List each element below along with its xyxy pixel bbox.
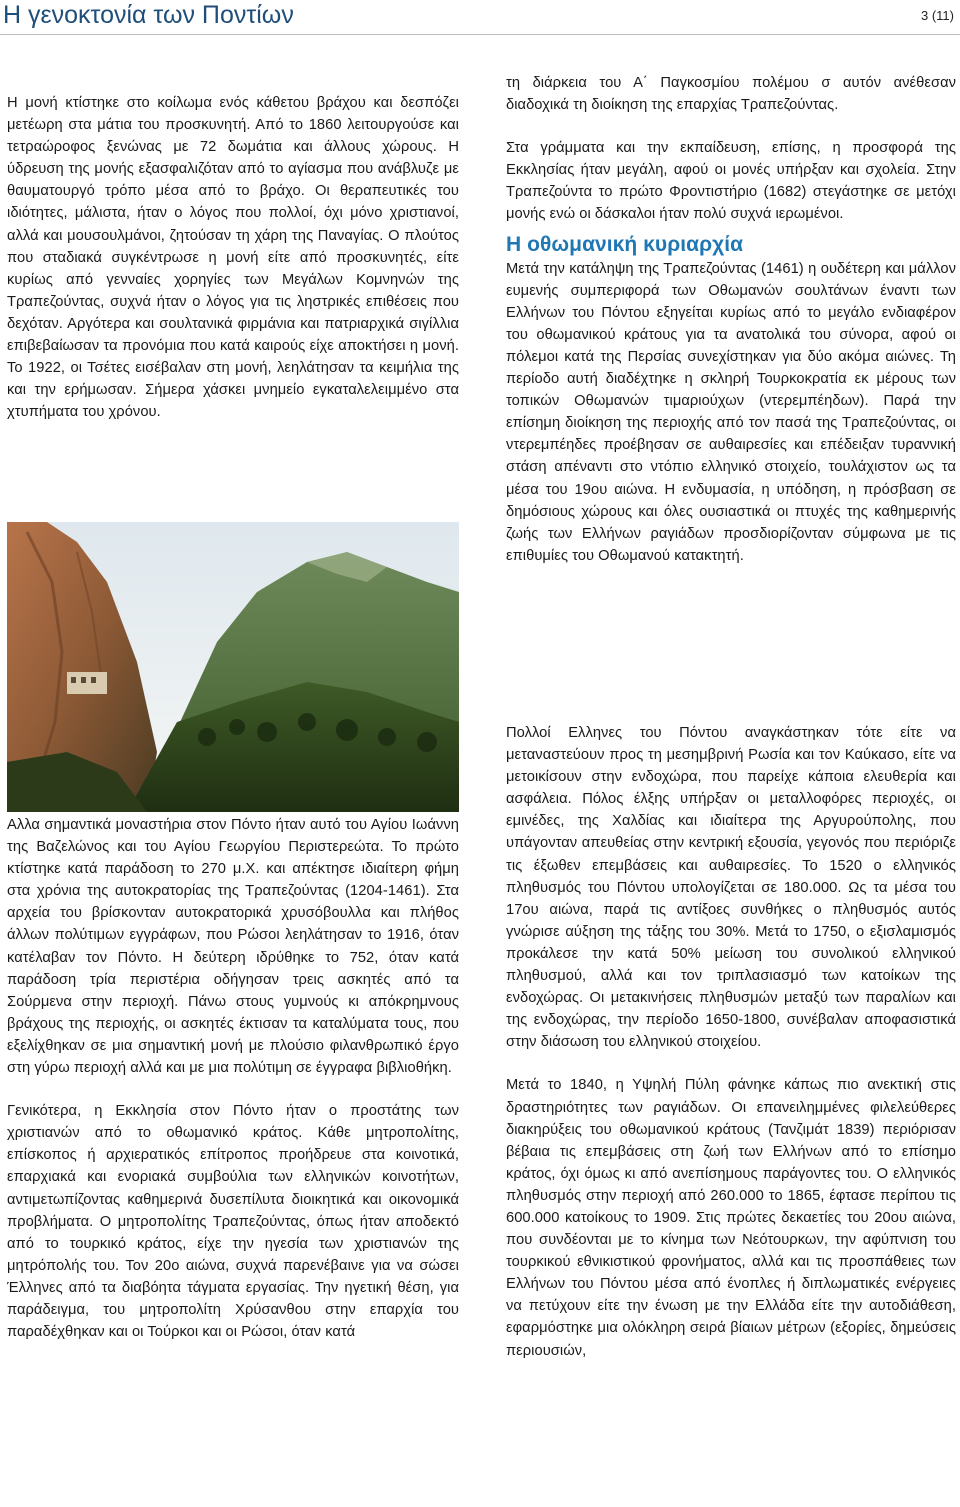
- mountain-landscape-image: [7, 522, 459, 812]
- monastery-photo: [7, 522, 459, 812]
- paragraph-monastery: Η μονή κτίστηκε στο κοίλωμα ενός κάθετου βράχου και δεσπόζει μετέωρη στα μάτια του προσκυνητή. Από το 1860 λειτουργούσε και τετραώροφος ξενώνας με 72 δωμάτια και άλλους χώρους. Η ύδρευση της μονής εξασφαλιζόταν από το αγίασμα που ανάβλυζε με θαυματουργό τρόπο μέσα από το βράχο. Οι θεραπευτικές του ιδιότητες, μάλιστα, ήταν ο λόγος που πολλοί, όχι μόνο χριστιανοί, αλλά και μουσουλμάνοι, ζητούσαν τη χάρη της Παναγίας. Ο πλούτος που σταδιακά συγκέντρωσε η μονή είτε από προσκυνητές, είτε κυρίως από γενναίες χορηγίες των Μεγάλων Κομνηνών της Τραπεζούντας, συχνά ήταν ο λόγος για τις ληστρικές επιθέσεις που δεχόταν. Αργότερα και σουλτανικά φιρμάνια και πατριαρχικά σιγίλλια επιβεβαίωσαν τα προνόμια που κατά καιρούς είχε αποκτήσει η μονή. Το 1922, οι Τσέτες εισέβαλαν στη μονή, λεηλάτησαν τα κειμήλια της και την ερήμωσαν. Σήμερα χάσκει μνημείο εγκαταλελειμμένο στα χτυπήματα του χρόνου.: [7, 95, 459, 421]
- left-column-bottom: [7, 814, 459, 1343]
- left-column-top: [7, 92, 459, 423]
- right-column-bottom: [506, 722, 956, 1362]
- paragraph-other-monasteries: Αλλα σημαντικά μοναστήρια στον Πόντο ήταν αυτό του Αγίου Ιωάννη της Βαζελώνος και του Αγίου Γεωργίου Περιστερεώτα. Το πρώτο κτίστηκε κατά παράδοση το 270 μ.Χ. και απέκτησε ιδιαίτερη φήμη στα χρόνια της αυτοκρατορίας της Τραπεζούντας (1204-1461). Στα αρχεία του βρίσκονταν αυτοκρατορικά χρυσόβουλλα και πλήθος άλλων πολύτιμων εγγράφων, που Ρώσοι λεηλάτησαν το 1916, όταν κατέλαβαν τον Πόντο. Η δεύτερη ιδρύθηκε το 752, όταν κατά παράδοση τρία περιστέρια οδήγησαν τρεις ασκητές από τα Σούρμενα στην περιοχή. Πάνω στους γυμνούς κι απόκρημνους βράχους της περιοχής, οι ασκητές έκτισαν τα καταλύματα τους, που εξελίχθηκαν σε μια σημαντική μονή με πλούσιο φιλανθρωπικό έργο στη γύρω περιοχή αλλά και με μια πολύτιμη σε έγγραφα βιβλιοθήκη.: [7, 817, 459, 1077]
- paragraph-ww1-continuation: τη διάρκεια του Α΄ Παγκοσμίου πολέμου σ αυτόν ανέθεσαν διαδοχικά τη διοίκηση της επαρχίας Τραπεζούντας.: [506, 75, 956, 114]
- paragraph-church-role: Γενικότερα, η Εκκλησία στον Πόντο ήταν ο προστάτης των χριστιανών από το οθωμανικό κράτος. Κάθε μητροπολίτης, επίσκοπος ή αρχιερατικός επίτροπος προήδρευε στα κοινοτικά, επαρχιακά και ενοριακά συμβούλια των ελληνικών κοινοτήτων, αντιμετωπίζοντας καθημερινά δυσεπίλυτα διοικητικά και οικονομικά προβλήματα. Ο μητροπολίτης Τραπεζούντας, όπως ήταν αποδεκτό από το τουρκικό κράτος, είχε την ηγεσία των χριστιανών της μητρόπολής του. Τον 20ο αιώνα, συχνά παρενέβαινε για να σώσει Έλληνες από τα διαβόητα τάγματα εργασίας. Την ηγετική θέση, για παράδειγμα, του μητροπολίτη Χρύσανθου στην επαρχία του παραδέχθηκαν και οι Τούρκοι και οι Ρώσοι, όταν κατά: [7, 1103, 459, 1341]
- page-header: [0, 0, 960, 35]
- page-number: 3 (11): [921, 8, 954, 23]
- paragraph-migration: Πολλοί Ελληνες του Πόντου αναγκάστηκαν τότε είτε να μεταναστεύουν προς τη μεσημβρινή Ρωσία και τον Καύκασο, είτε να μετοικίσουν στην ενδοχώρα, που παρείχε κάποια ελευθερία και ασφάλεια. Πόλος έλξης υπήρξαν οι μεταλλοφόρες περιοχές, οι εμινέδες, της Χαλδίας και ιδιαίτερα της Αργυρούπολης, που υπάγονταν απευθείας στην κεντρική εξουσία, γεγονός που περιόριζε τις έξωθεν επεμβάσεις και αυθαιρεσίες. Το 1520 ο ελληνικός πληθυσμός του Πόντου υπολογίζεται σε 180.000. Ως τα μέσα του 17ου αιώνα, παρά τις αντίξοες συνθήκες ο πληθυσμός αυτός γνώρισε αύξηση της τάξης του 30%. Μετά το 1750, ο εξισλαμισμός προκάλεσε την κατά 50% μείωση του συνολικού ελληνικού πληθυσμού, αλλά και τον τριπλασιασμό των κατοίκων της ενδοχώρας. Οι μετακινήσεις πληθυσμών μεταξύ των παραλίων και της ενδοχώρας, την περίοδο 1650-1800, συνέβαλαν αποφασιστικά στην διάσωση του ελληνικού στοιχείου.: [506, 725, 956, 1051]
- right-column-top: [506, 72, 956, 567]
- document-title: Η γενοκτονία των Ποντίων: [3, 1, 294, 29]
- paragraph-education: Στα γράμματα και την εκπαίδευση, επίσης, η προσφορά της Εκκλησίας ήταν μεγάλη, αφού οι μονές υπήρξαν και σχολεία. Στην Τραπεζούντα το πρώτο Φροντιστήριο (1682) στεγάστηκε σε μετόχι μονής ενώ οι δάσκαλοι ήταν πολύ συχνά ιερωμένοι.: [506, 140, 956, 223]
- paragraph-ottoman-rule: Μετά την κατάληψη της Τραπεζούντας (1461) η ουδέτερη και μάλλον ευμενής συμπεριφορά των Οθωμανών σουλτάνων έναντι των Ελλήνων του Πόντου εξηγείται κυρίως από το μεγάλο ενδιαφέρον του οθωμανικού κράτους για τα ανατολικά του σύνορα, αφού οι πόλεμοι κατά της Περσίας συνεχίστηκαν για δύο ακόμα αιώνες. Τη περίοδο αυτή διαδέχτηκε η σκληρή Τουρκοκρατία εκ μέρους των τοπικών Οθωμανών τιμαριούχων (ντερεμπέηδων). Παρά την επίσημη διοίκηση της περιοχής από τον πασά της Τραπεζούντας, οι ντερεμπέηδες προέβησαν σε αυθαιρεσίες και επέδειξαν τυραννική στάση απέναντι στο ντόπιο ελληνικό στοιχείο, τουλάχιστον ως τα μέσα του 19ου αιώνα. Η ενδυμασία, η υπόδηση, η πρόσβαση σε δημόσιους χώρους και όλες ουσιαστικά οι πτυχές της καθημερινής ζωής των Ελλήνων ραγιάδων προσδιορίζονταν σύμφωνα με τις επιθυμίες του Οθωμανού κατακτητή.: [506, 260, 956, 564]
- paragraph-tanzimat: Μετά το 1840, η Υψηλή Πύλη φάνηκε κάπως πιο ανεκτική στις δραστηριότητες των ραγιάδων. Οι επανειλημμένες φιλελεύθερες διακηρύξεις του οθωμανικού κράτους (Τανζιμάτ 1839) περιόρισαν βέβαια τις επεμβάσεις στη ζωή των Ελλήνων από το επίσημο κράτος, όχι όμως κι από ανεπίσημους παράγοντες του. Ο ελληνικός πληθυσμός στην περιοχή από 260.000 το 1865, έφτασε περίπου τις 600.000 κατοίκους το 1909. Στις πρώτες δεκαετίες του 20ου αιώνα, που συνδέονται με το κίνημα των Νεότουρκων, την αφύπνιση του τουρκικού εθνικιστικού φρονήματος, αλλά και τις προσπάθειες των Ελλήνων του Πόντου μέσα από ένοπλες ή διπλωματικές ενέργειες να πετύχουν είτε την ένωση με την Ελλάδα είτε την αυτοδιάθεση, εφαρμόστηκε μια ολόκληρη σειρά βίαιων μέτρων (εξορίες, δημεύσεις περιουσιών,: [506, 1077, 956, 1359]
- section-heading-ottoman-rule: Η οθωμανική κυριαρχία: [506, 232, 744, 256]
